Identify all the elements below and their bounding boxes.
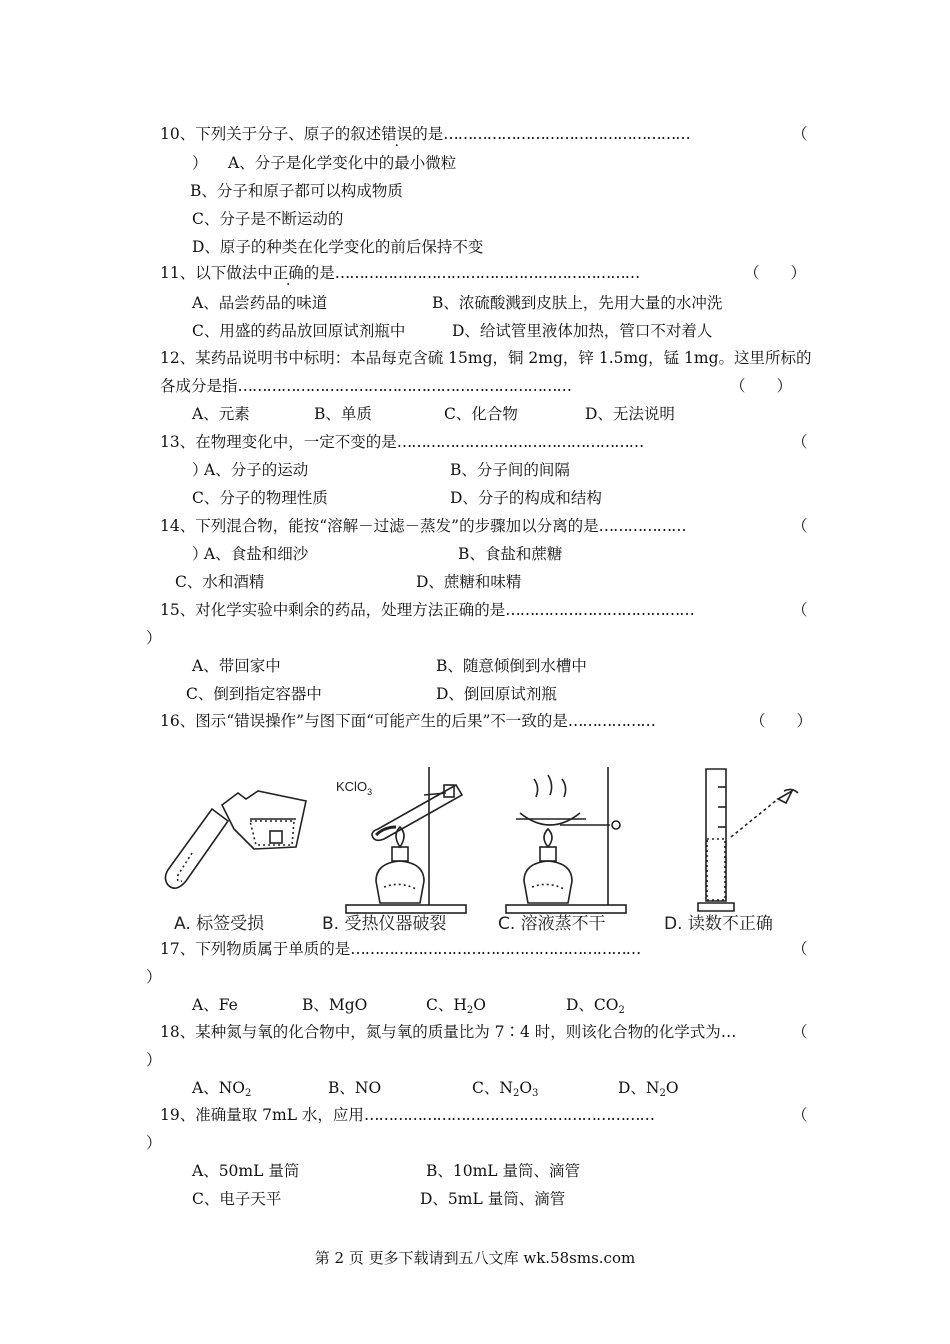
q10-paren-open: （ <box>792 125 808 143</box>
q17-option-c: C、$H_2O$ <box>426 996 486 1016</box>
q12-paren: （ ） <box>730 377 793 395</box>
q15-paren-open: （ <box>792 601 808 619</box>
q15-stem: 15、对化学实验中剩余的药品，处理方法正确的是………………………………… <box>160 601 694 619</box>
q19-option-d: D、5mL 量筒、滴管 <box>420 1190 566 1208</box>
caption-c: C. 溶液蒸不干 <box>498 914 606 934</box>
q18-option-d: D、$N_2O$ <box>618 1079 679 1099</box>
q19-paren-close: ） <box>146 1134 162 1152</box>
kclo3-label: KClO$_3$ <box>336 779 373 797</box>
tilted-test-tube-b <box>372 785 462 840</box>
caption-d: D. 读数不正确 <box>664 914 773 934</box>
q19-paren-open: （ <box>792 1106 808 1124</box>
q17-option-a: A、Fe <box>192 996 238 1014</box>
q15-paren-close: ） <box>146 629 162 647</box>
q14-stem: 14、下列混合物，能按“溶解－过滤－蒸发”的步骤加以分离的是……………… <box>160 517 686 535</box>
q14-paren-open: （ <box>792 517 808 535</box>
q11-stem: 11、以下做法中正确的是……………………………………………………… <box>160 264 640 282</box>
q12-option-a: A、元素 <box>192 405 250 423</box>
alcohol-lamp-c <box>524 829 572 903</box>
q12-stem: 12、某药品说明书中标明：本品每克含硫 15mg，铜 2mg，锌 1.5mg，锰 1mg。这里所标的 <box>160 349 812 367</box>
q18-option-a: A、$NO_2$ <box>192 1079 252 1099</box>
eye-icon <box>731 789 798 837</box>
q18-paren-open: （ <box>792 1023 808 1041</box>
q10-option-c: C、分子是不断运动的 <box>192 210 344 228</box>
page-footer: 第 2 页 更多下载请到五八文库 wk.58sms.com <box>314 1249 636 1267</box>
q15-option-d: D、倒回原试剂瓶 <box>436 685 557 703</box>
q11-option-d: D、给试管里液体加热，管口不对着人 <box>452 322 713 340</box>
caption-b: B. 受热仪器破裂 <box>322 914 447 934</box>
q15-option-c: C、倒到指定容器中 <box>186 685 322 703</box>
q13-option-d: D、分子的构成和结构 <box>450 489 602 507</box>
q13-option-c: C、分子的物理性质 <box>192 489 328 507</box>
q14-option-c: C、水和酒精 <box>175 573 265 591</box>
q13-option-a: A、分子的运动 <box>204 461 309 479</box>
q13-stem: 13、在物理变化中，一定不变的是…………………………………………… <box>160 433 644 451</box>
q17-paren-open: （ <box>792 940 808 958</box>
q13-paren-close: ） <box>192 461 208 479</box>
q14-paren-close: ） <box>192 545 208 563</box>
emphasis-text: 正确 <box>272 264 304 282</box>
q14-option-b: B、食盐和蔗糖 <box>458 545 563 563</box>
q19-stem: 19、准确量取 7mL 水，应用…………………………………………………… <box>160 1106 654 1124</box>
evaporating-dish <box>516 775 586 825</box>
q12-option-b: B、单质 <box>314 405 372 423</box>
q10-stem: 10、下列关于分子、原子的叙述错误的是…………………………………………… <box>160 125 690 143</box>
q11-option-c: C、用盛的药品放回原试剂瓶中 <box>192 322 406 340</box>
q12-option-c: C、化合物 <box>444 405 518 423</box>
q17-stem: 17、下列物质属于单质的是…………………………………………………… <box>160 940 641 958</box>
q15-option-b: B、随意倾倒到水槽中 <box>436 657 587 675</box>
q10-option-a: A、分子是化学变化中的最小微粒 <box>228 154 457 172</box>
q11-paren: （ ） <box>744 264 807 282</box>
q12-stem-2: 各成分是指…………………………………………………………… <box>160 377 572 395</box>
q13-paren-open: （ <box>792 433 808 451</box>
q16-stem: 16、图示“错误操作”与图下面“可能产生的后果”不一致的是……………… <box>160 712 655 730</box>
q16-paren: （ ） <box>750 712 813 730</box>
q18-option-b: B、NO <box>328 1079 382 1097</box>
q11-option-b: B、浓硫酸溅到皮肤上，先用大量的水冲洗 <box>432 294 723 312</box>
q10-option-b: B、分子和原子都可以构成物质 <box>190 182 403 200</box>
lab-operations-figure <box>146 757 806 937</box>
q18-paren-close: ） <box>146 1051 162 1069</box>
reagent-bottle-illustration <box>222 791 306 849</box>
caption-a: A. 标签受损 <box>174 914 265 934</box>
q19-option-a: A、50mL 量筒 <box>192 1162 300 1180</box>
q14-option-a: A、食盐和细沙 <box>204 545 309 563</box>
q18-option-c: C、$N_2O_3$ <box>472 1079 539 1099</box>
q17-paren-close: ） <box>146 968 162 986</box>
q13-option-b: B、分子间的间隔 <box>450 461 570 479</box>
alcohol-lamp-b <box>376 827 424 903</box>
q18-stem: 18、某种氮与氧的化合物中，氮与氧的质量比为 7∶4 时，则该化合物的化学式为… <box>160 1023 736 1041</box>
q17-option-d: D、$CO_2$ <box>566 996 625 1016</box>
q19-option-c: C、电子天平 <box>192 1190 282 1208</box>
q17-option-b: B、MgO <box>302 996 368 1014</box>
graduated-cylinder <box>698 769 734 911</box>
q10-option-d: D、原子的种类在化学变化的前后保持不变 <box>192 238 484 256</box>
q15-option-a: A、带回家中 <box>192 657 281 675</box>
q10-paren-close: ） <box>192 154 208 172</box>
q19-option-b: B、10mL 量筒、滴管 <box>426 1162 581 1180</box>
q11-option-a: A、品尝药品的味道 <box>192 294 328 312</box>
emphasis-text: 错误 <box>381 125 413 143</box>
q14-option-d: D、蔗糖和味精 <box>416 573 522 591</box>
q12-option-d: D、无法说明 <box>585 405 675 423</box>
test-tube-illustration <box>165 809 228 888</box>
